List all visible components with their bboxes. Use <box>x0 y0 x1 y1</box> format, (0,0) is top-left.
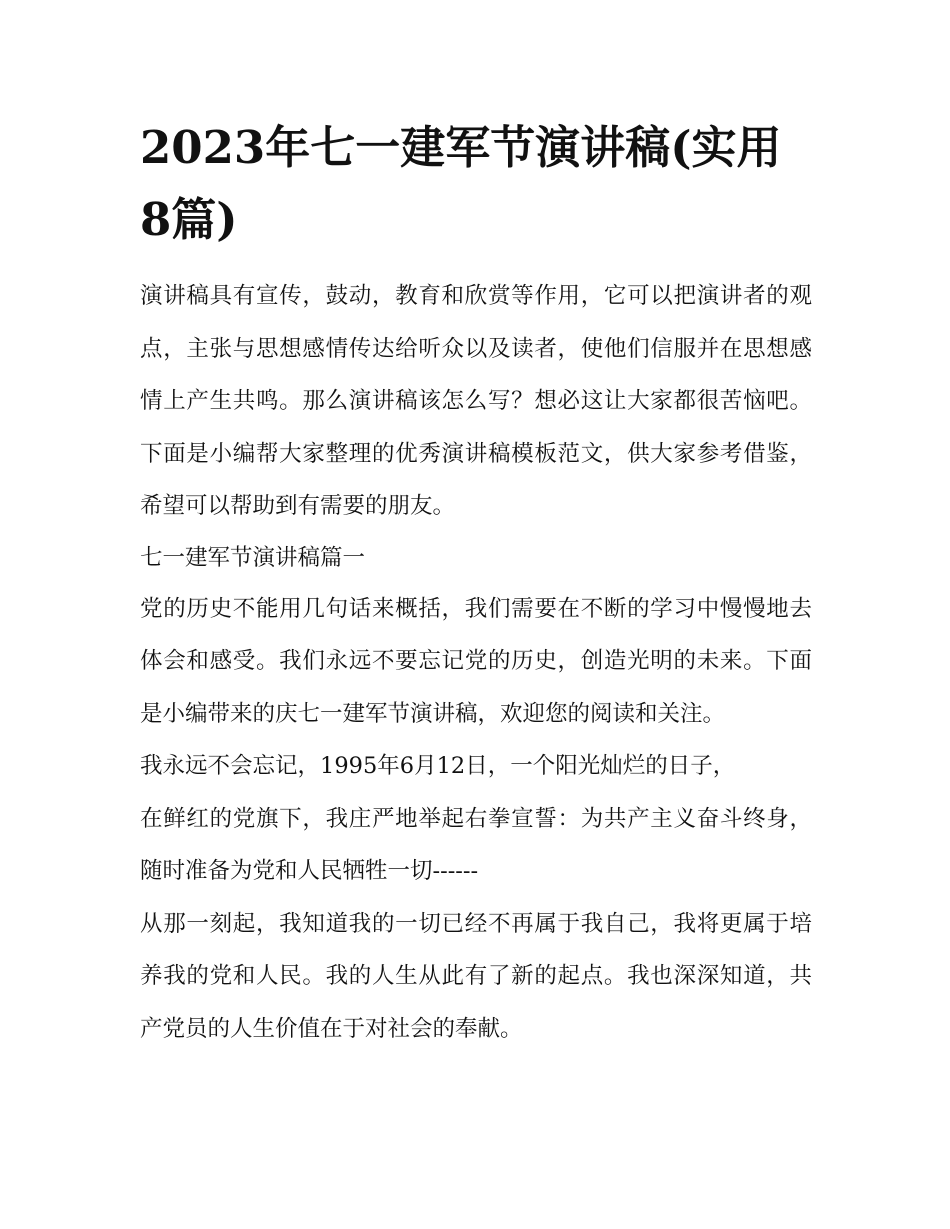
intro-paragraph: 演讲稿具有宣传，鼓动，教育和欣赏等作用，它可以把演讲者的观点，主张与思想感情传达给听众以及读者，使他们信服并在思想感情上产生共鸣。那么演讲稿该怎么写？想必这让大家都很苦恼吧。下面是小编帮大家整理的优秀演讲稿模板范文，供大家参考借鉴，希望可以帮助到有需要的朋友。 <box>140 283 812 519</box>
body-paragraph: 党的历史不能用几句话来概括，我们需要在不断的学习中慢慢地去体会和感受。我们永远不要忘记党的历史，创造光明的未来。下面是小编带来的庆七一建军节演讲稿，欢迎您的阅读和关注。 <box>140 595 812 727</box>
body-paragraph: 我永远不会忘记，1995年6月12日，一个阳光灿烂的日子， <box>140 753 736 779</box>
document-title: 2023年七一建军节演讲稿(实用8篇) <box>140 121 782 246</box>
section-heading: 七一建军节演讲稿篇一 <box>140 544 366 571</box>
body-paragraph: 从那一刻起，我知道我的一切已经不再属于我自己，我将更属于培养我的党和人民。我的人生从此有了新的起点。我也深深知道，共产党员的人生价值在于对社会的奉献。 <box>140 910 812 1042</box>
body-paragraph: 在鲜红的党旗下，我庄严地举起右拳宣誓：为共产主义奋斗终身，随时准备为党和人民牺牲一切------ <box>140 805 812 884</box>
document-body <box>140 112 812 1055</box>
